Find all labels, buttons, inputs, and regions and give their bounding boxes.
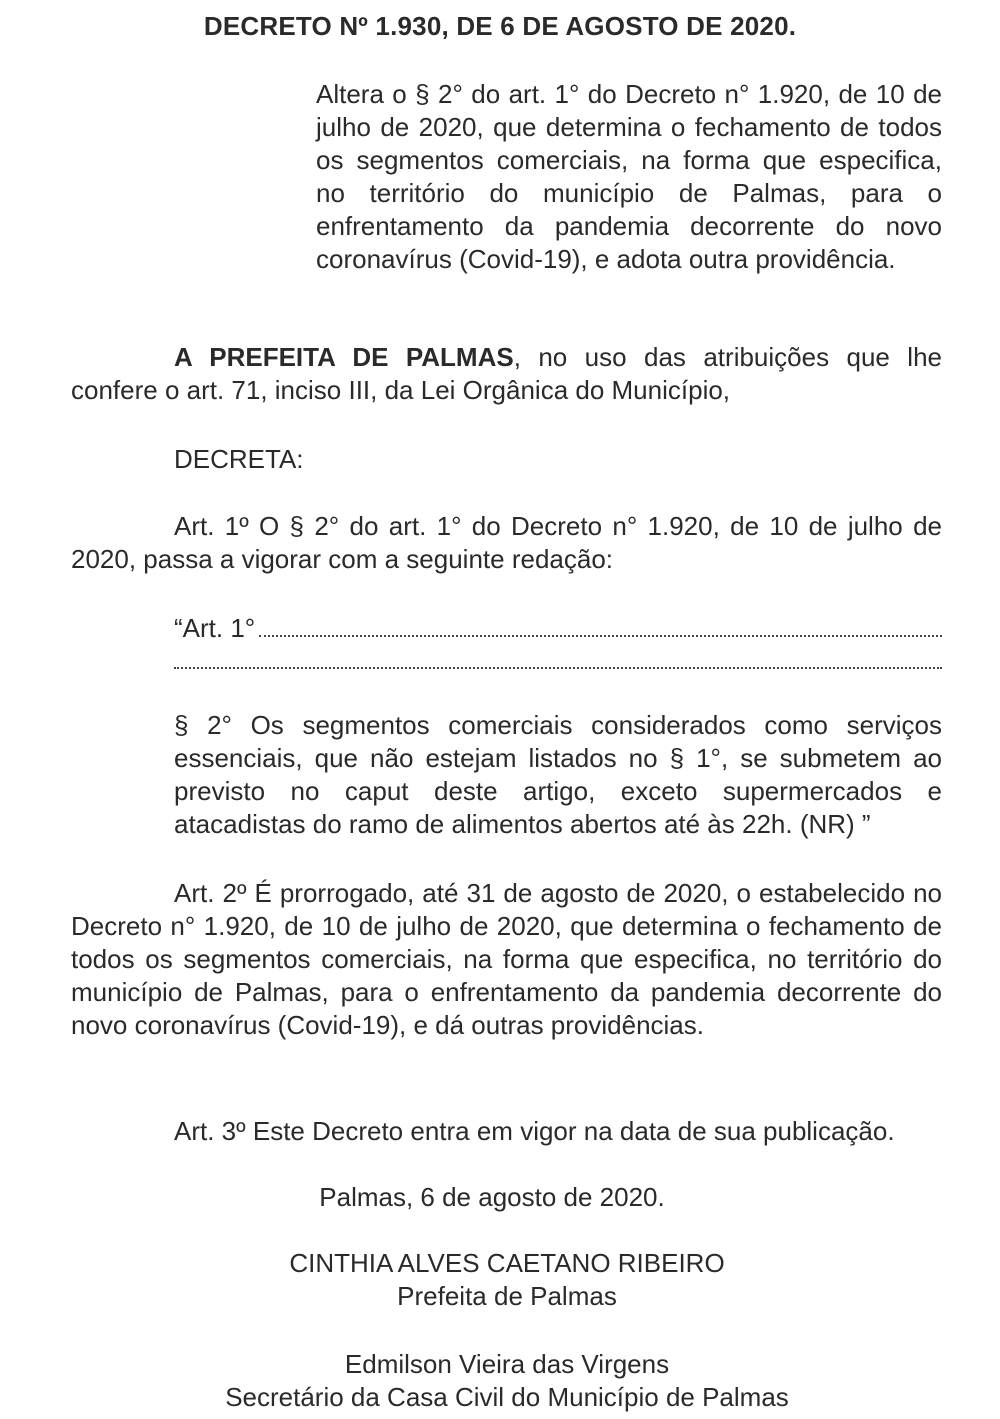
preamble bbox=[71, 341, 942, 407]
place-date: Palmas, 6 de agosto de 2020. bbox=[319, 1182, 665, 1212]
preamble-authority: A PREFEITA DE PALMAS bbox=[174, 342, 514, 372]
signer-2-role: Secretário da Casa Civil do Município de Palmas bbox=[225, 1382, 789, 1412]
article-2: Art. 2º É prorrogado, até 31 de agosto de 2020, o estabelecido no Decreto n° 1.920, de 10 de julho de 2020, que determina o fechamento de todos os segmentos comerciais, na forma que especifica, no território do município de Palmas, para o enfrentamento da pandemia decorrente do novo coronavírus (Covid-19), e dá outras providências. bbox=[71, 878, 942, 1040]
article-3: Art. 3º Este Decreto entra em vigor na data de sua publicação. bbox=[174, 1116, 895, 1146]
signer-1-role: Prefeita de Palmas bbox=[397, 1281, 617, 1311]
article-1: Art. 1º O § 2° do art. 1° do Decreto n° 1.920, de 10 de julho de 2020, passa a vigorar com a seguinte redação: bbox=[71, 511, 942, 574]
signer-1-name: CINTHIA ALVES CAETANO RIBEIRO bbox=[289, 1248, 725, 1278]
dotted-leader bbox=[174, 645, 942, 669]
preamble-text: , no uso das atribuições que lhe confere o art. 71, inciso III, da Lei Orgânica do Município, bbox=[71, 342, 942, 405]
quoted-art-label: “Art. 1° bbox=[174, 613, 256, 643]
quoted-dotted-line bbox=[174, 645, 942, 678]
quoted-article-header bbox=[174, 612, 942, 678]
quoted-art-line bbox=[174, 612, 942, 645]
decree-summary: Altera o § 2° do art. 1° do Decreto n° 1.920, de 10 de julho de 2020, que determina o fechamento de todos os segmentos comerciais, na forma que especifica, no território do município de Palmas, para o enfrentamento da pandemia decorrente do novo coronavírus (Covid-19), e adota outra providência. bbox=[316, 79, 942, 274]
dotted-leader bbox=[259, 613, 942, 637]
decree-title: DECRETO Nº 1.930, DE 6 DE AGOSTO DE 2020. bbox=[203, 11, 797, 41]
signer-2-name: Edmilson Vieira das Virgens bbox=[344, 1349, 670, 1379]
decreta-heading: DECRETA: bbox=[174, 444, 304, 474]
quoted-paragraph-2: § 2° Os segmentos comerciais considerados como serviços essenciais, que não estejam listados no § 1°, se submetem ao previsto no caput deste artigo, exceto supermercados e atacadistas do ramo de alimentos abertos até às 22h. (NR) ” bbox=[174, 710, 942, 839]
